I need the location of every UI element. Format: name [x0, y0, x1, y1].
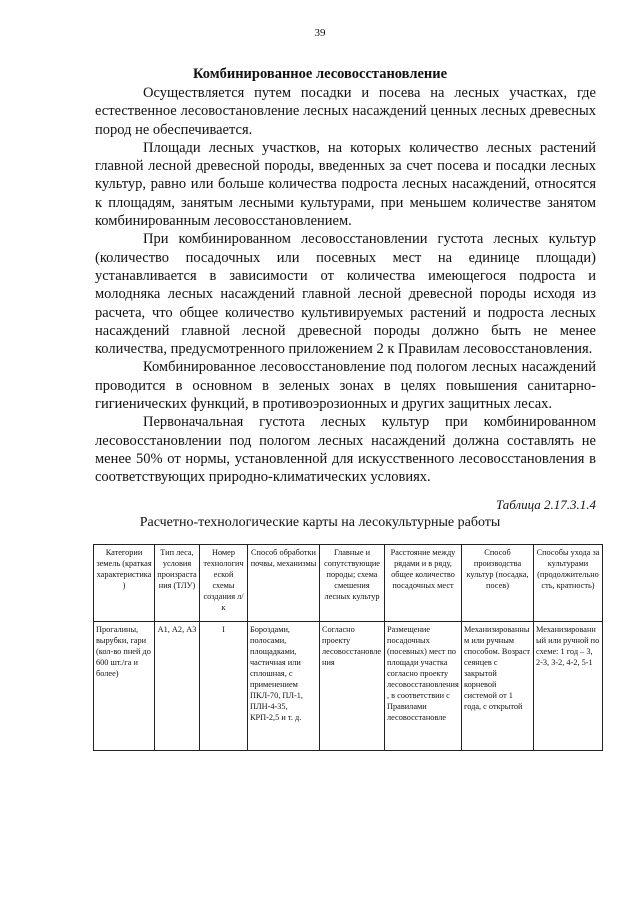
table-cell: Согласно проекту лесовосстановления — [320, 622, 385, 751]
header-cell: Тип леса, условия произрастания (ТЛУ) — [155, 545, 200, 622]
page-number: 39 — [314, 27, 326, 39]
table-title: Расчетно-технологические карты на лесокультурные работы — [139, 515, 501, 530]
paragraph: Площади лесных участков, на которых количество лесных растений главной лесной древесной породы, введенных за счет посева и посадки лесных культур, равно или больше количества подроста лесных насаждений, относятся к площадям, занятым лесными культурами, при меньшем количестве занятом комбинированным лесовосстановлением. — [95, 139, 596, 230]
table-cell: I — [200, 622, 248, 751]
header-cell: Расстояние между рядами и в ряду, общее количество посадочных мест — [385, 545, 462, 622]
tech-cards-table — [93, 544, 603, 751]
table-cell: А1, А2, А3 — [155, 622, 200, 751]
header-cell: Номер технологической схемы создания л/к — [200, 545, 248, 622]
paragraph: При комбинированном лесовосстановлении густота лесных культур (количество посадочных или посевных мест на единице площади) устанавливается в зависимости от количества имеющегося подроста и молодняка лесных насаждений главной лесной древесной породы исходя из расчета, что общее количество культивируемых растений и подроста лесных насаждений главной лесной древесной породы должно быть не менее количества, предусмотренного приложением 2 к Правилам лесовосстановления. — [95, 231, 596, 358]
table-cell: Прогалины, вырубки, гари (кол-во пней до 600 шт./га и более) — [94, 622, 155, 751]
table-cell: Размещение посадочных (посевных) мест по площади участка согласно проекту лесовосстановления, в соответствии с Правилами лесовосстановле — [385, 622, 462, 751]
header-cell: Способ производства культур (посадка, посев) — [462, 545, 534, 622]
table-header-row — [94, 545, 603, 622]
header-cell: Способы ухода за культурами (продолжительность, кратность) — [534, 545, 603, 622]
table-caption: Таблица 2.17.3.1.4 — [495, 497, 596, 512]
body-text — [95, 84, 596, 487]
table-cell: Механизированным или ручным способом. Возраст сеянцев с закрытой корневой системой от 1 года, с открытой — [462, 622, 534, 751]
header-cell: Категории земель (краткая характеристика) — [94, 545, 155, 622]
section-title: Комбинированное лесовосстановление — [192, 66, 448, 82]
header-cell: Главные и сопутствующие породы; схема смешения лесных культур — [320, 545, 385, 622]
paragraph: Комбинированное лесовосстановление под пологом лесных насаждений проводится в основном в зеленых зонах в целях повышения санитарно-гигиенических функций, в противоэрозионных и других защитных лесах. — [95, 359, 596, 413]
paragraph: Осуществляется путем посадки и посева на лесных участках, где естественное лесовостановление лесных насаждений ценных лесных древесных пород не обеспечивается. — [95, 85, 596, 138]
table-cell: Бороздами, полосами, площадками, частичная или сплошная, с применением ПКЛ-70, ПЛ-1, ПЛН-4-35, КРП-2,5 и т. д. — [248, 622, 320, 751]
table-row — [94, 622, 603, 751]
paragraph: Первоначальная густота лесных культур при комбинированном лесовосстановлении под пологом лесных насаждений должна составлять не менее 50% от нормы, установленной для искусственного лесовосстановления в соответствующих природно-климатических условиях. — [95, 414, 596, 486]
table-cell: Механизированный или ручной по схеме: 1 год – 3, 2-3, 3-2, 4-2, 5-1 — [534, 622, 603, 751]
header-cell: Способ обработки почвы, механизмы — [248, 545, 320, 622]
